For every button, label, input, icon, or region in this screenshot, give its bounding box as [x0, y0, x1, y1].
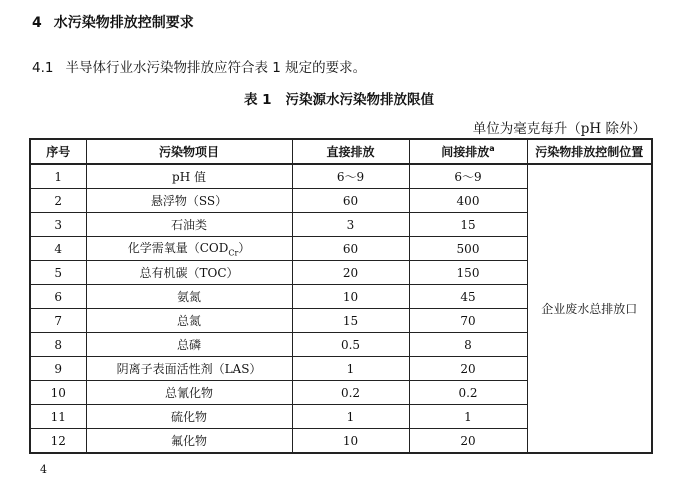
cell-indirect: 8 — [409, 333, 527, 357]
cell-indirect: 20 — [409, 357, 527, 381]
page-number: 4 — [40, 463, 47, 476]
cell-item — [86, 237, 292, 261]
cell-direct: 0.5 — [292, 333, 409, 357]
cell-seq: 12 — [30, 429, 86, 454]
cell-indirect: 150 — [409, 261, 527, 285]
unit-note: 单位为毫克每升（pH 除外） — [472, 121, 646, 137]
cell-seq: 11 — [30, 405, 86, 429]
header-seq: 序号 — [30, 139, 86, 164]
cell-direct: 60 — [292, 237, 409, 261]
cell-item-subscript: Cr — [228, 248, 239, 258]
header-direct: 直接排放 — [292, 139, 409, 164]
header-indirect-footnote-mark: a — [489, 144, 495, 153]
cell-indirect: 6～9 — [409, 164, 527, 189]
cell-seq: 4 — [30, 237, 86, 261]
table-row — [30, 164, 652, 189]
cell-indirect: 1 — [409, 405, 527, 429]
cell-indirect: 500 — [409, 237, 527, 261]
cell-item: pH 值 — [86, 164, 292, 189]
cell-indirect: 15 — [409, 213, 527, 237]
cell-item: 总磷 — [86, 333, 292, 357]
cell-direct: 0.2 — [292, 381, 409, 405]
section-heading — [32, 12, 194, 32]
cell-item: 硫化物 — [86, 405, 292, 429]
subsection-number: 4.1 — [32, 60, 54, 76]
cell-indirect: 400 — [409, 189, 527, 213]
cell-item: 阴离子表面活性剂（LAS） — [86, 357, 292, 381]
cell-seq: 1 — [30, 164, 86, 189]
cell-indirect: 45 — [409, 285, 527, 309]
table-caption-label: 表 1 — [243, 92, 272, 108]
cell-seq: 9 — [30, 357, 86, 381]
cell-item: 石油类 — [86, 213, 292, 237]
cell-item: 总氰化物 — [86, 381, 292, 405]
cell-seq: 5 — [30, 261, 86, 285]
cell-item: 悬浮物（SS） — [86, 189, 292, 213]
cell-direct: 15 — [292, 309, 409, 333]
subsection-paragraph — [32, 56, 366, 76]
cell-indirect: 20 — [409, 429, 527, 454]
cell-item: 氟化物 — [86, 429, 292, 454]
cell-item: 氨氮 — [86, 285, 292, 309]
section-number: 4 — [32, 15, 42, 31]
cell-item-text: 化学需氧量（COD — [127, 241, 229, 256]
cell-seq: 7 — [30, 309, 86, 333]
cell-seq: 6 — [30, 285, 86, 309]
cell-indirect: 0.2 — [409, 381, 527, 405]
table-caption — [0, 88, 678, 108]
cell-seq: 2 — [30, 189, 86, 213]
subsection-text: 半导体行业水污染物排放应符合表 1 规定的要求。 — [65, 60, 367, 76]
header-item: 污染物项目 — [86, 139, 292, 164]
header-indirect — [409, 139, 527, 164]
header-indirect-label: 间接排放 — [441, 145, 490, 159]
cell-seq: 3 — [30, 213, 86, 237]
cell-item: 总氮 — [86, 309, 292, 333]
cell-seq: 8 — [30, 333, 86, 357]
table-caption-title: 污染源水污染物排放限值 — [285, 92, 435, 108]
cell-direct: 20 — [292, 261, 409, 285]
cell-direct: 10 — [292, 429, 409, 454]
cell-indirect: 70 — [409, 309, 527, 333]
cell-item-tail: ） — [238, 241, 251, 256]
cell-direct: 10 — [292, 285, 409, 309]
cell-seq: 10 — [30, 381, 86, 405]
section-title: 水污染物排放控制要求 — [53, 15, 194, 31]
cell-direct: 1 — [292, 405, 409, 429]
cell-direct: 6～9 — [292, 164, 409, 189]
cell-direct: 60 — [292, 189, 409, 213]
table-header-row — [30, 139, 652, 164]
cell-direct: 1 — [292, 357, 409, 381]
cell-item: 总有机碳（TOC） — [86, 261, 292, 285]
header-location: 污染物排放控制位置 — [527, 139, 652, 164]
cell-location: 企业废水总排放口 — [527, 164, 652, 453]
pollutant-limits-table — [29, 138, 653, 454]
cell-direct: 3 — [292, 213, 409, 237]
